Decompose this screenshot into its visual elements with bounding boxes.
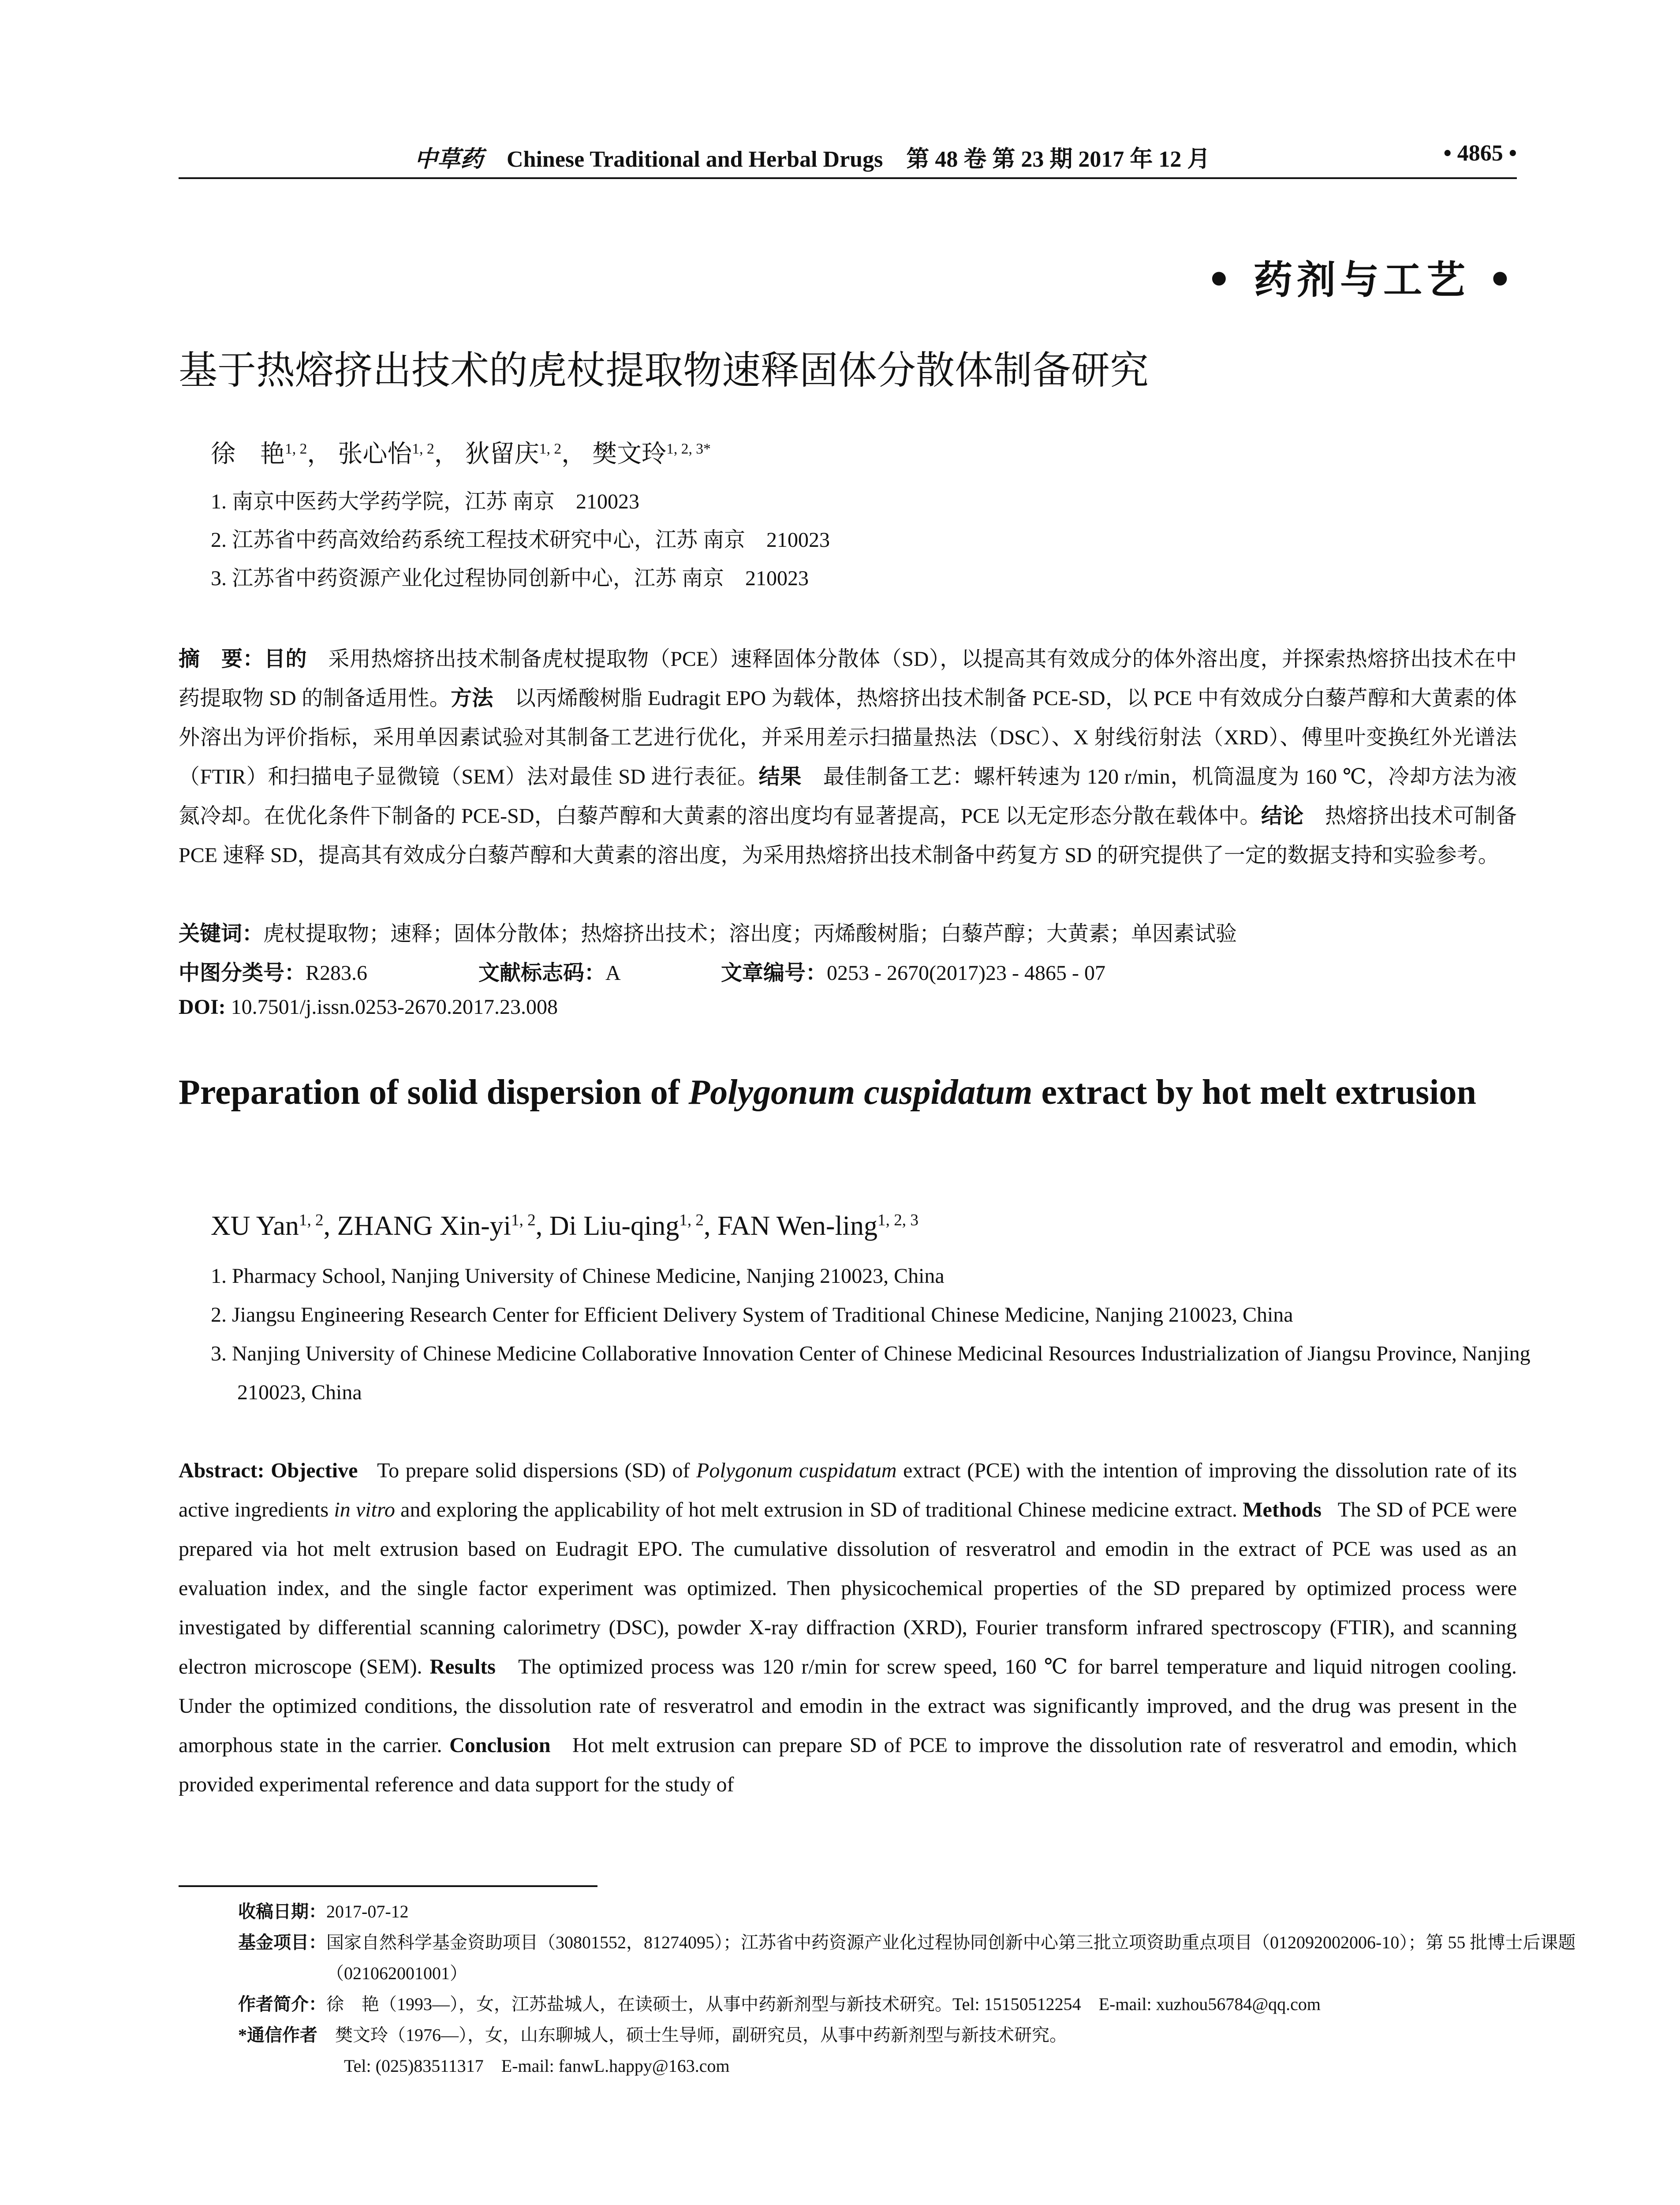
abstract-cn	[179, 639, 1517, 875]
doi-label: DOI:	[179, 995, 226, 1019]
objective-text: and exploring the applicability of hot melt extrusion in SD of traditional Chinese medicine extract.	[395, 1498, 1237, 1521]
results-label: Results	[429, 1655, 496, 1678]
keywords	[179, 916, 1517, 947]
affiliation-en: 1. Pharmacy School, Nanjing University of Chinese Medicine, Nanjing 210023, China	[211, 1264, 945, 1288]
methods-label: 方法	[451, 687, 493, 710]
conclusion-label: Conclusion	[449, 1734, 551, 1757]
objective-label: 目的	[264, 647, 307, 671]
section-label: • 药剂与工艺 •	[1206, 257, 1517, 303]
header-rule	[179, 177, 1517, 179]
objective-label: Objective	[271, 1459, 358, 1482]
title-en-species: Polygonum cuspidatum	[688, 1073, 1033, 1112]
author-affiliation-sup: 1, 2, 3*	[666, 441, 711, 457]
bio-label: 作者简介：	[238, 1994, 326, 2014]
author-name: 狄留庆	[465, 441, 539, 468]
running-header-journal	[414, 140, 1323, 173]
received-label: 收稿日期：	[238, 1902, 326, 1921]
conclusion-label: 结论	[1261, 804, 1304, 828]
title-en-part: extract by hot melt extrusion	[1032, 1073, 1476, 1112]
results-label: 结果	[758, 765, 802, 789]
footnote-received	[238, 1896, 1517, 1927]
authors-cn: 徐 艳$^{1, 2}$， 张心怡$^{1, 2}$， 狄留庆$^{1, 2}$， 樊文玲$^{1, 2, 3*}$	[211, 441, 711, 468]
keywords-text: 虎杖提取物；速释；固体分散体；热熔挤出技术；溶出度；丙烯酸树脂；白藜芦醇；大黄素；单因素试验	[263, 922, 1237, 946]
author-name: XU Yan	[211, 1211, 299, 1241]
doi-value: 10.7501/j.issn.0253-2670.2017.23.008	[231, 995, 558, 1019]
methods-text: 以丙烯酸树脂 Eudragit EPO 为载体，热熔挤出技术制备 PCE-SD，以 PCE 中有效成分白藜芦醇和大黄素的体外溶出为评价指标，采用单因素试验对其制备工艺进行优化，并采用差示扫描量热法（DSC）、X 射线衍射法（XRD）、傅里叶变换红外光谱法（FTIR）和扫描电子显微镜（SEM）法对最佳 SD 进行表征。	[179, 687, 1517, 789]
author-name: 张心怡	[338, 441, 412, 468]
objective-text: 采用热熔挤出技术制备虎杖提取物（PCE）速释固体分散体（SD），以提高其有效成分的体外溶出度，并探索热熔挤出技术在中药提取物 SD 的制备适用性。	[179, 647, 1517, 710]
results-text: 最佳制备工艺：螺杆转速为 120 r/min，机筒温度为 160 ℃，冷却方法为液氮冷却。在优化条件下制备的 PCE-SD，白藜芦醇和大黄素的溶出度均有显著提高，PCE 以无定形态分散在载体中。	[179, 765, 1517, 828]
objective-text: To prepare solid dispersions (SD) of	[377, 1459, 696, 1482]
objective-in-vitro: in vitro	[334, 1498, 395, 1521]
author-affiliation-sup: 1, 2	[511, 1211, 536, 1230]
doi-line	[179, 995, 1517, 1019]
conclusion-text: 热熔挤出技术可制备 PCE 速释 SD，提高其有效成分白藜芦醇和大黄素的溶出度，为采用热熔挤出技术制备中药复方 SD 的研究提供了一定的数据支持和实验参考。	[179, 804, 1517, 867]
journal-name-cn: 中草药	[414, 146, 484, 172]
results-text: The optimized process was 120 r/min for screw speed, 160 ℃ for barrel temperature and liquid nitrogen cooling. Under the optimized conditions, the dissolution rate of resveratrol and emodin in the extract was significantly improved, and the drug was present in the amorphous state in the carrier.	[179, 1655, 1517, 1757]
bio-text: 徐 艳（1993—），女，江苏盐城人，在读硕士，从事中药新剂型与新技术研究。Tel: 15150512254 E-mail: xuzhou56784@qq.com	[326, 1994, 1321, 2014]
fund-text: 国家自然科学基金资助项目（30801552，81274095）；江苏省中药资源产业化过程协同创新中心第三批立项资助重点项目（012092002006-10）；第 55 批博士后课题（021062001001）	[326, 1932, 1576, 1983]
author-name: FAN Wen-ling	[717, 1211, 877, 1241]
affiliation-cn: 1. 南京中医药大学药学院，江苏 南京 210023	[211, 490, 640, 513]
methods-text: The SD of PCE were prepared via hot melt extrusion based on Eudragit EPO. The cumulative dissolution of resveratrol and emodin in the extract of PCE was used as an evaluation index, and the single factor experiment was optimized. Then physicochemical properties of the SD prepared by optimized process were investigated by differential scanning calorimetry (DSC), powder X-ray diffraction (XRD), Fourier transform infrared spectroscopy (FTIR), and scanning electron microscope (SEM).	[179, 1498, 1517, 1678]
article-number-value: 0253 - 2670(2017)23 - 4865 - 07	[827, 961, 1105, 985]
received-date: 2017-07-12	[326, 1902, 409, 1921]
methods-label: Methods	[1243, 1498, 1322, 1521]
objective-species: Polygonum cuspidatum	[696, 1459, 897, 1482]
author-name: ZHANG Xin-yi	[337, 1211, 511, 1241]
footnote-corresponding-contact: Tel: (025)83511317 E-mail: fanwL.happy@163.com	[344, 2056, 730, 2076]
article-title-cn: 基于热熔挤出技术的虎杖提取物速释固体分散体制备研究	[179, 348, 1149, 393]
issue-info: 第 48 卷 第 23 期 2017 年 12 月	[906, 147, 1210, 172]
author-affiliation-sup: 1, 2, 3	[877, 1211, 918, 1230]
affiliation-cn: 2. 江苏省中药高效给药系统工程技术研究中心，江苏 南京 210023	[211, 528, 830, 552]
footnote-fund	[238, 1927, 1605, 1989]
title-en-part: Preparation of solid dispersion of	[179, 1073, 689, 1112]
page-number: • 4865 •	[1443, 141, 1517, 166]
author-affiliation-sup: 1, 2	[285, 441, 307, 457]
classification-line	[179, 956, 1517, 986]
clc-label: 中图分类号：	[179, 961, 306, 985]
corresponding-text: 樊文玲（1976—），女，山东聊城人，硕士生导师，副研究员，从事中药新剂型与新技术研究。	[335, 2025, 1067, 2045]
author-affiliation-sup: 1, 2	[679, 1211, 704, 1230]
affiliation-en: 2. Jiangsu Engineering Research Center for Efficient Delivery System of Traditional Chinese Medicine, Nanjing 210023, China	[211, 1303, 1293, 1327]
abstract-en	[179, 1451, 1517, 1804]
author-affiliation-sup: 1, 2	[412, 441, 434, 457]
author-affiliation-sup: 1, 2	[539, 441, 562, 457]
footnote-rule	[179, 1885, 597, 1887]
corresponding-label: *通信作者	[238, 2025, 317, 2045]
author-name: 樊文玲	[592, 441, 667, 468]
author-name: Di Liu-qing	[549, 1211, 679, 1241]
conclusion-text: Hot melt extrusion can prepare SD of PCE to improve the dissolution rate of resveratrol and emodin, which provided experimental reference and data support for the study of	[179, 1734, 1517, 1796]
objective-text: extract (PCE) with the intention of improving the dissolution rate of its active ingredients	[179, 1459, 1517, 1521]
affiliation-cn: 3. 江苏省中药资源产业化过程协同创新中心，江苏 南京 210023	[211, 567, 809, 590]
affiliation-en: 3. Nanjing University of Chinese Medicine Collaborative Innovation Center of Chinese Medicinal Resources Industrialization of Jiangsu Province, Nanjing 210023, China	[211, 1342, 1531, 1404]
fund-label: 基金项目：	[238, 1932, 326, 1952]
authors-en: XU Yan$^{1, 2}$, ZHANG Xin-yi$^{1, 2}$, Di Liu-qing$^{1, 2}$, FAN Wen-ling$^{1, 2, 3}$	[211, 1211, 918, 1241]
journal-name-en: Chinese Traditional and Herbal Drugs	[507, 147, 883, 172]
doc-code-value: A	[605, 961, 621, 985]
author-name: 徐 艳	[211, 441, 285, 468]
doc-code-label: 文献标志码：	[478, 961, 606, 985]
abstract-label: 摘 要：	[179, 647, 264, 671]
clc-value: R283.6	[306, 961, 368, 985]
footnote-bio	[238, 1989, 1517, 2020]
footnote-corresponding	[238, 2020, 1517, 2051]
keywords-label: 关键词：	[179, 922, 264, 946]
article-number-label: 文章编号：	[721, 961, 827, 985]
abstract-label: Abstract:	[179, 1459, 265, 1482]
article-title-en	[179, 1067, 1517, 1117]
author-affiliation-sup: 1, 2	[299, 1211, 324, 1230]
